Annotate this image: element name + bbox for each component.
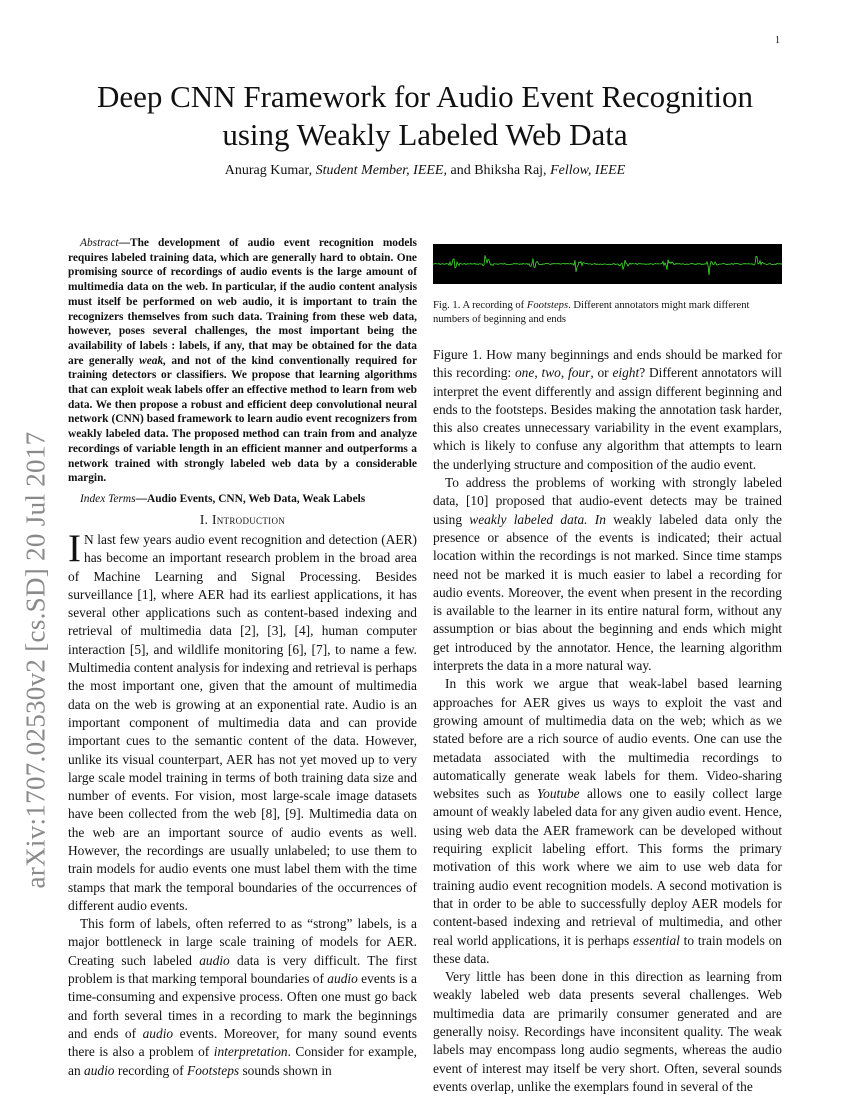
index-terms — [68, 492, 417, 507]
index-terms-text: —Audio Events, CNN, Web Data, Weak Labels — [135, 492, 366, 505]
left-column — [68, 236, 417, 1080]
right-paragraph-1: Figure 1. How many beginnings and ends should be marked for this recording: one, two, four, or eight? Different annotators will interpret the event differently and assign different beginning and ends to the footsteps. Besides making the annotation task harder, this also creates unnecessary variability in the event examplars, which is likely to confuse any algorithm that attempts to learn the underlying structure and composition of the audio event. — [433, 347, 782, 472]
index-terms-label: Index Terms — [80, 492, 136, 505]
intro-paragraph-1 — [68, 526, 417, 915]
page-number: 1 — [775, 35, 780, 46]
footsteps-waveform-figure — [433, 244, 782, 284]
arxiv-stamp: arXiv:1707.02530v2 [cs.SD] 20 Jul 2017 — [20, 431, 51, 889]
author-2-name: Bhiksha Raj, — [474, 163, 547, 178]
section-heading — [68, 511, 417, 529]
abstract-label: Abstract — [80, 237, 119, 249]
abstract-text: —The development of audio event recognition models requires labeled training data, which are generally hard to obtain. One promising source of recordings of audio events is the large amount of multimedia data on the web. In particular, if the audio content analysis must itself be performed on web audio, it is important to train the recognizers themselves from such data. Training from these web data, however, poses several challenges, the most important being the availability of labels : labels, if any, that may be obtained for the data are generally weak, and not of the kind conventionally required for training detectors or classifiers. We propose that learning algorithms that can exploit weak labels offer an effective method to learn from web data. We then propose a robust and efficient deep convolutional neural network (CNN) based framework to learn audio event recognizers from weakly labeled data. The proposed method can train from and analyze recordings of variable length in an efficient manner and outperforms a network trained with strongly labeled web data by a considerable margin. — [68, 237, 418, 485]
figure-caption: Fig. 1. A recording of Footsteps. Different annotators might mark different numbers of beginning and ends — [433, 300, 750, 325]
right-column — [433, 236, 782, 1096]
author-2-role: Fellow, IEEE — [550, 163, 626, 178]
right-paragraph-3: In this work we argue that weak-label based learning approaches for AER gives us ways to exploit the vast and growing amount of multimedia data on the web; which as we stated before are a rich source of audio events. One can use the metadata associated with the multimedia recordings to automatically generate weak labels for them. Video-sharing websites such as Youtube allows one to easily collect large amount of weakly labeled data for any given audio event. Hence, using web data the AER framework can be developed without requiring explicit labeling effort. This forms the primary motivation of this work where we aim to use web data for training audio event recognition models. A second motivation is that in order to be able to successfully deploy AER models for content-based indexing and retrieval of multimedia, and other real world applications, it is perhaps essential to train models on these data. — [433, 676, 783, 966]
intro-paragraph-1-text: N last few years audio event recognition and detection (AER) has become an important research problem in the broad area of Machine Learning and Signal Processing. Besides surveillance [1], where AER had its earliest applications, it has several other applications such as content-based indexing and retrieval of multimedia data [2], [3], [4], human computer interaction [5], and wildlife monitoring [6], [7], to name a few. Multimedia content analysis for indexing and retrieval is perhaps the most important one, given that the amount of multimedia data on the web is growing at an exponential rate. Audio is an important component of multimedia data and can provide important cues to the semantic content of the data. However, unlike its visual counterpart, AER has not yet moved up to very large scale model training in terms of both training data size and number of events. For vision, most large-scale image datasets have been collected from the web [8], [9]. Multimedia data on the web are an important source of audio events as well. However, the recordings are usually unlabeled; to use them to train models for audio events one must label them with the time stamps that mark the temporal boundaries of the occurrences of different audio events. — [68, 531, 417, 913]
author-1-role: Student Member, IEEE, — [315, 163, 447, 178]
waveform-image — [433, 244, 782, 284]
abstract — [68, 236, 417, 486]
section-title: Introduction — [212, 511, 286, 527]
section-number: I. — [199, 511, 209, 527]
right-paragraph-2: To address the problems of working with strongly labeled data, [10] proposed that audio-event detects may be trained using weakly labeled data. In weakly labeled data only the presence or absence of the events is indicated; their actual location within the recordings is not marked. Since time stamps need not be marked it is much easier to label a recording for audio events. Moreover, the event when present in the recording is available to the learner in its entire natural form, without any assumption or bias about the beginning and ends which might get introduced by the annotator. Hence, the learning algorithm interprets the data in a more natural way. — [433, 475, 782, 674]
paper-title: Deep CNN Framework for Audio Event Recognition using Weakly Labeled Web Data — [96, 79, 754, 152]
author-line — [70, 163, 780, 179]
right-paragraph-4: Very little has been done in this direction as learning from weakly labeled web data presents several challenges. Web multimedia data are primarily consumer generated and are generally noisy. Recordings have inconsitent quality. The weak labels may encompass long audio segments, whereas the audio event of interest may itself be very short. Often, several sounds events overlap, unlike the exemplars found in several of the — [433, 969, 782, 1094]
author-conjunction: and — [450, 163, 471, 178]
intro-paragraph-2: This form of labels, often referred to as “strong” labels, is a major bottleneck in large scale training of models for AER. Creating such labeled audio data is very difficult. The first problem is that marking temporal boundaries of audio events is a time-consuming and expensive process. Often one must go back and forth several times in a recording to mark the beginnings and ends of audio events. Moreover, for many sound events there is also a problem of interpretation. Consider for example, an audio recording of Footsteps sounds shown in — [68, 916, 417, 1078]
drop-cap: I — [68, 526, 81, 570]
author-1-name: Anurag Kumar, — [224, 163, 313, 178]
waveform-trace — [433, 255, 782, 275]
